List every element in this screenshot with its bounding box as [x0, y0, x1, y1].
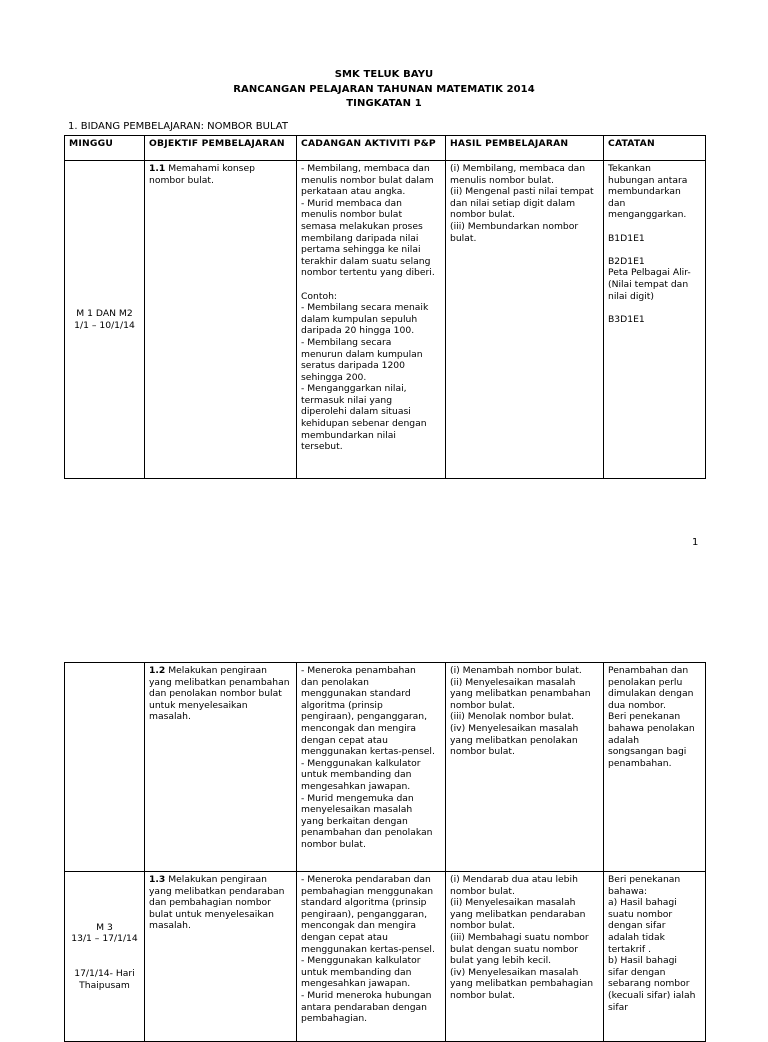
aktiviti-cell [297, 161, 446, 479]
text-line: dan [608, 197, 626, 209]
text-line: nombor bulat. [450, 920, 515, 932]
text-line: bahawa: [608, 885, 648, 897]
objektif-cell [145, 161, 297, 479]
text-line: M 3 [96, 921, 113, 933]
text-line: yang melibatkan pendaraban [450, 908, 586, 920]
plan-table-page2 [64, 662, 706, 1042]
text-line: tertakrif . [608, 943, 651, 955]
text-line: bulat yang lebih kecil. [450, 955, 552, 967]
text-line: (ii) Menyelesaikan masalah [450, 897, 576, 909]
plan-table-page1 [64, 135, 706, 479]
document-title: RANCANGAN PELAJARAN TAHUNAN MATEMATIK 2014 [233, 84, 535, 95]
minggu-cell [65, 663, 145, 872]
text-line: (i) Menambah nombor bulat. [450, 665, 582, 676]
text-line: 17/1/14- Hari [74, 968, 135, 980]
text-line: algoritma (prinsip [301, 699, 383, 711]
objektif-text: Melakukan pengiraan yang melibatkan penambahan dan penolakan nombor bulat untuk menyelesaikan masalah. [149, 665, 290, 723]
text-line: dan penolakan [301, 676, 369, 688]
text-line: Tekankan [608, 163, 651, 174]
text-line: - Membilang secara [301, 336, 392, 348]
text-line [608, 302, 701, 314]
text-line: nombor bulat. [450, 885, 515, 897]
objektif-cell [145, 872, 297, 1042]
table-row [65, 161, 706, 479]
text-line: (ii) Mengenal pasti nilai tempat [450, 186, 594, 198]
text-line: (i) Membilang, membaca dan [450, 163, 586, 174]
text-line: yang melibatkan penolakan [450, 734, 578, 746]
text-line: menulis nombor bulat. [450, 174, 554, 186]
text-line: Contoh: [301, 290, 338, 302]
text-line: adalah tidak [608, 931, 665, 943]
text-line: menyelesaikan masalah [301, 804, 413, 816]
aktiviti-cell [297, 872, 446, 1042]
text-line: (kecuali sifar) ialah [608, 989, 696, 1001]
text-line: dimulakan dengan [608, 688, 694, 700]
table-header-row [65, 136, 706, 161]
text-line: bulat dengan suatu nombor [450, 943, 579, 955]
text-line: yang melibatkan pembahagian [450, 978, 594, 990]
text-line: sifar dengan [608, 966, 666, 978]
text-line: dan nilai setiap digit dalam [450, 197, 576, 209]
text-line: membundarkan nilai [301, 429, 396, 441]
text-line: pengiraan), penganggaran, [301, 711, 428, 723]
text-line: yang berkaitan dengan [301, 815, 408, 827]
col-header-objektif: OBJEKTIF PEMBELAJARAN [145, 136, 297, 161]
text-line: sifar [608, 1001, 628, 1013]
objektif-number: 1.2 [149, 665, 166, 676]
text-line [608, 221, 701, 233]
text-line: - Membilang secara menaik [301, 302, 429, 314]
text-line: (iv) Menyelesaikan masalah [450, 966, 579, 978]
text-line: sehingga 200. [301, 371, 367, 383]
page-gap [0, 600, 768, 652]
text-line [608, 244, 701, 256]
text-line: - Menggunakan kalkulator [301, 955, 421, 967]
text-line: - Menganggarkan nilai, [301, 383, 407, 395]
objektif-number: 1.1 [149, 163, 166, 174]
text-line: songsangan bagi [608, 746, 687, 758]
objektif-text: Memahami konsep nombor bulat. [149, 163, 255, 186]
text-line: kehidupan sebenar dengan [301, 418, 427, 430]
text-line: hubungan antara [608, 174, 688, 186]
text-line: Beri penekanan [608, 711, 681, 723]
text-line: dua nombor. [608, 699, 666, 711]
text-line: menggunakan standard [301, 688, 411, 700]
text-line [69, 957, 140, 969]
objektif-number: 1.3 [149, 874, 166, 885]
aktiviti-cell [297, 663, 446, 872]
text-line: Penambahan dan [608, 665, 689, 676]
text-line: adalah [608, 734, 640, 746]
text-line: B1D1E1 [608, 232, 645, 244]
objektif-text: Melakukan pengiraan yang melibatkan pendaraban dan pembahagian nombor bulat untuk menyelesaikan masalah. [149, 874, 285, 932]
text-line: B3D1E1 [608, 313, 645, 325]
text-line: pengiraan), penganggaran, [301, 908, 428, 920]
catatan-cell [604, 161, 706, 479]
col-header-catatan: CATATAN [604, 136, 706, 161]
text-line: penambahan. [608, 757, 672, 769]
text-line: penambahan dan penolakan [301, 827, 433, 839]
text-line: menganggarkan. [608, 209, 687, 221]
text-line: nombor bulat. [450, 989, 515, 1001]
text-line: menurun dalam kumpulan [301, 348, 423, 360]
text-line: untuk membanding dan [301, 769, 412, 781]
text-line: dalam kumpulan sepuluh [301, 313, 418, 325]
text-line: dengan cepat atau [301, 931, 388, 943]
catatan-cell [604, 663, 706, 872]
text-line: a) Hasil bahagi [608, 897, 677, 909]
text-line: yang melibatkan penambahan [450, 688, 591, 700]
text-line: 13/1 – 17/1/14 [71, 933, 138, 945]
text-line: (ii) Menyelesaikan masalah [450, 676, 576, 688]
text-line: nombor tertentu yang diberi. [301, 267, 435, 279]
text-line: dengan cepat atau [301, 734, 388, 746]
hasil-cell [446, 663, 604, 872]
text-line: menggunakan kertas-pensel. [301, 943, 435, 955]
minggu-line: M 1 DAN M2 [76, 307, 133, 319]
text-line: standard algoritma (prinsip [301, 897, 427, 909]
text-line: Thaipusam [79, 979, 130, 991]
text-line: termasuk nilai yang [301, 394, 393, 406]
table-row [65, 663, 706, 872]
text-line: suatu nombor [608, 908, 673, 920]
text-line: diperolehi dalam situasi [301, 406, 411, 418]
text-line: untuk membanding dan [301, 966, 412, 978]
text-line: pembahagian menggunakan [301, 885, 434, 897]
text-line: dengan sifar [608, 920, 666, 932]
text-line: terakhir dalam suatu selang [301, 255, 431, 267]
text-line: b) Hasil bahagi [608, 955, 677, 967]
text-line: nilai digit) [608, 290, 654, 302]
catatan-cell [604, 872, 706, 1042]
level-title: TINGKATAN 1 [346, 98, 422, 109]
text-line: penolakan perlu [608, 676, 683, 688]
text-line: - Murid mengemuka dan [301, 792, 414, 804]
text-line: - Murid meneroka hubungan [301, 989, 432, 1001]
text-line: B2D1E1 [608, 255, 645, 267]
col-header-aktiviti: CADANGAN AKTIVITI P&P [297, 136, 446, 161]
text-line: - Murid membaca dan [301, 197, 402, 209]
minggu-cell [65, 872, 145, 1042]
text-line: sebarang nombor [608, 978, 690, 990]
text-line: tersebut. [301, 441, 343, 453]
table-row [65, 872, 706, 1042]
text-line: antara pendaraban dengan [301, 1001, 427, 1013]
objektif-cell [145, 663, 297, 872]
text-line: membundarkan [608, 186, 681, 198]
text-line: - Menggunakan kalkulator [301, 757, 421, 769]
text-line: nombor bulat. [450, 746, 515, 758]
text-line: bulat. [450, 232, 477, 244]
text-line: nombor bulat. [450, 699, 515, 711]
text-line: mengesahkan jawapan. [301, 978, 411, 990]
text-line: menggunakan kertas-pensel. [301, 746, 435, 758]
text-line: Peta Pelbagai Alir- [608, 267, 691, 279]
minggu-line: 1/1 – 10/1/14 [74, 319, 135, 331]
text-line: nombor bulat. [450, 209, 515, 221]
text-line: pertama sehingga ke nilai [301, 244, 421, 256]
school-name: SMK TELUK BAYU [334, 69, 434, 80]
text-line [69, 945, 140, 957]
text-line: mengesahkan jawapan. [301, 780, 411, 792]
minggu-cell [65, 161, 145, 479]
page-2 [0, 652, 768, 1024]
text-line: pembahagian. [301, 1013, 368, 1025]
text-line: mencongak dan mengira [301, 920, 417, 932]
text-line: - Meneroka penambahan [301, 665, 416, 676]
section-title: 1. BIDANG PEMBELAJARAN: NOMBOR BULAT [68, 121, 288, 132]
text-line: menulis nombor bulat [301, 209, 403, 221]
text-line: perkataan atau angka. [301, 186, 406, 198]
text-line: menulis nombor bulat dalam [301, 174, 434, 186]
text-line: - Meneroka pendaraban dan [301, 874, 431, 885]
text-line: nombor bulat. [301, 838, 366, 850]
hasil-cell [446, 161, 604, 479]
text-line: (Nilai tempat dan [608, 278, 689, 290]
text-line: (i) Mendarab dua atau lebih [450, 874, 578, 885]
page-number: 1 [692, 537, 699, 548]
text-line: (iii) Membundarkan nombor [450, 220, 579, 232]
text-line: bahawa penolakan [608, 722, 695, 734]
col-header-minggu: MINGGU [65, 136, 145, 161]
text-line: - Membilang, membaca dan [301, 163, 430, 174]
col-header-hasil: HASIL PEMBELAJARAN [446, 136, 604, 161]
text-line: (iii) Menolak nombor bulat. [450, 711, 575, 723]
text-line: daripada 20 hingga 100. [301, 325, 415, 337]
text-line: membilang daripada nilai [301, 232, 419, 244]
text-line: seratus daripada 1200 [301, 360, 405, 372]
text-line: Beri penekanan [608, 874, 681, 885]
text-line: (iv) Menyelesaikan masalah [450, 722, 579, 734]
text-line: mencongak dan mengira [301, 722, 417, 734]
text-line: semasa melakukan proses [301, 220, 423, 232]
hasil-cell [446, 872, 604, 1042]
text-line: (iii) Membahagi suatu nombor [450, 931, 589, 943]
text-line [301, 279, 441, 291]
